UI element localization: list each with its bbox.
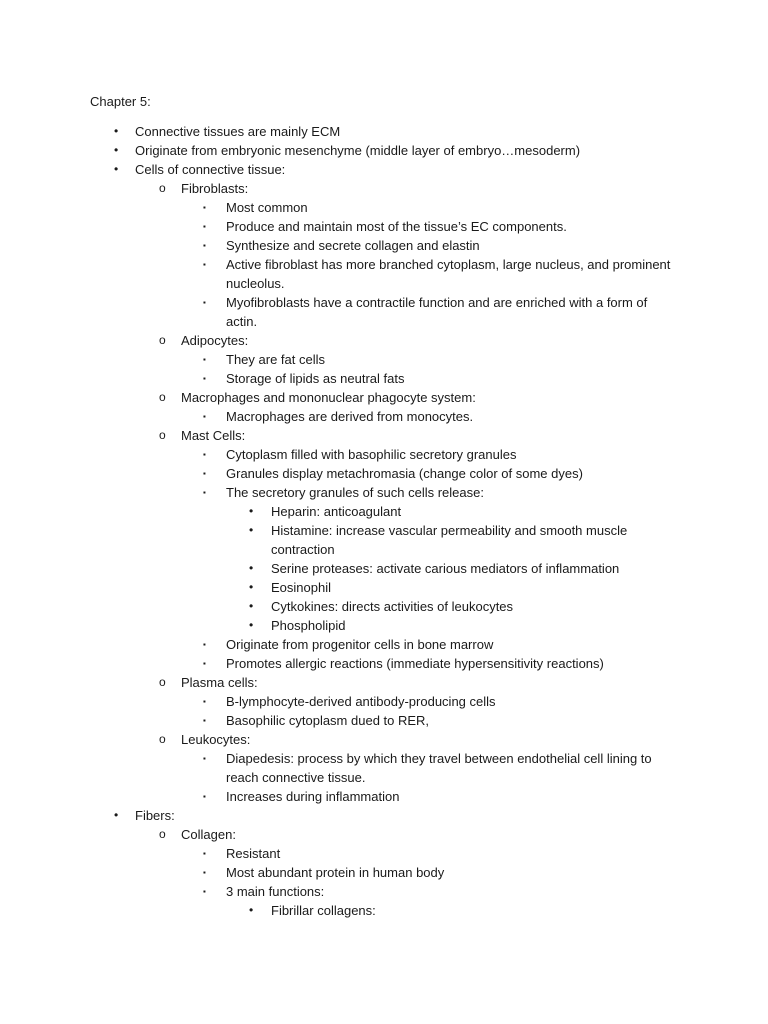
bullet-icon: o <box>159 675 166 689</box>
bullet-icon: o <box>159 181 166 195</box>
list-item <box>0 179 768 198</box>
bullet-icon: o <box>159 827 166 841</box>
list-item-text: Diapedesis: process by which they travel between endothelial cell lining to reach connective tissue. <box>226 751 652 785</box>
list-item <box>0 730 768 749</box>
bullet-icon: • <box>114 162 119 176</box>
bullet-icon: • <box>249 504 254 518</box>
bullet-icon: ▪ <box>203 374 206 383</box>
bullet-icon: ▪ <box>203 298 206 307</box>
list-item-text: Leukocytes: <box>181 732 251 747</box>
list-item-text: Cells of connective tissue: <box>135 162 286 177</box>
list-item-text: Granules display metachromasia (change color of some dyes) <box>226 466 583 481</box>
list-item <box>0 521 768 559</box>
list-item-text: Plasma cells: <box>181 675 258 690</box>
bullet-icon: ▪ <box>203 887 206 896</box>
list-item-text: Fibrillar collagens: <box>271 903 376 918</box>
list-item-text: Synthesize and secrete collagen and elastin <box>226 238 480 253</box>
list-item-text: The secretory granules of such cells release: <box>226 485 484 500</box>
list-item <box>0 217 768 236</box>
list-item-text: Eosinophil <box>271 580 331 595</box>
bullet-icon: ▪ <box>203 412 206 421</box>
bullet-icon: • <box>249 618 254 632</box>
list-item-text: Active fibroblast has more branched cytoplasm, large nucleus, and prominent nucleolus. <box>226 257 671 291</box>
bullet-icon: o <box>159 732 166 746</box>
list-item-text: Connective tissues are mainly ECM <box>135 124 341 139</box>
bullet-icon: • <box>114 808 119 822</box>
list-item-text: Heparin: anticoagulant <box>271 504 402 519</box>
list-item <box>0 502 768 521</box>
list-item <box>0 654 768 673</box>
list-item-text: Basophilic cytoplasm dued to RER, <box>226 713 430 728</box>
list-item-text: Most abundant protein in human body <box>226 865 445 880</box>
list-item <box>0 882 768 901</box>
bullet-icon: ▪ <box>203 716 206 725</box>
list-item <box>0 445 768 464</box>
bullet-icon: ▪ <box>203 260 206 269</box>
list-item <box>0 711 768 730</box>
list-item-text: Macrophages and mononuclear phagocyte system: <box>181 390 476 405</box>
bullet-icon: ▪ <box>203 450 206 459</box>
list-item <box>0 160 768 179</box>
list-item-text: B-lymphocyte-derived antibody-producing cells <box>226 694 496 709</box>
list-item-text: Increases during inflammation <box>226 789 400 804</box>
bullet-icon: • <box>249 561 254 575</box>
bullet-icon: ▪ <box>203 241 206 250</box>
list-item <box>0 293 768 331</box>
list-item-text: Adipocytes: <box>181 333 249 348</box>
list-item <box>0 673 768 692</box>
list-item <box>0 597 768 616</box>
list-item-text: Cytkokines: directs activities of leukocytes <box>271 599 514 614</box>
list-item-text: Histamine: increase vascular permeability and smooth muscle contraction <box>271 523 628 557</box>
list-item-text: They are fat cells <box>226 352 325 367</box>
list-item-text: Originate from progenitor cells in bone marrow <box>226 637 494 652</box>
list-item <box>0 863 768 882</box>
list-item-text: Resistant <box>226 846 281 861</box>
list-item <box>0 749 768 787</box>
list-item-text: Fibers: <box>135 808 175 823</box>
list-item <box>0 236 768 255</box>
list-item <box>0 407 768 426</box>
list-item-text: Fibroblasts: <box>181 181 249 196</box>
bullet-icon: • <box>249 903 254 917</box>
list-item-text: Collagen: <box>181 827 236 842</box>
bullet-icon: ▪ <box>203 849 206 858</box>
bullet-icon: ▪ <box>203 754 206 763</box>
bullet-icon: ▪ <box>203 792 206 801</box>
bullet-icon: • <box>114 143 119 157</box>
list-item-text: Most common <box>226 200 308 215</box>
bullet-icon: ▪ <box>203 868 206 877</box>
list-item-text: Serine proteases: activate carious mediators of inflammation <box>271 561 620 576</box>
bullet-icon: • <box>249 523 254 537</box>
bullet-icon: ▪ <box>203 659 206 668</box>
list-item <box>0 806 768 825</box>
list-item-text: Storage of lipids as neutral fats <box>226 371 405 386</box>
bullet-icon: ▪ <box>203 488 206 497</box>
list-item-text: Originate from embryonic mesenchyme (middle layer of embryo…mesoderm) <box>135 143 581 158</box>
list-item <box>0 464 768 483</box>
list-item <box>0 616 768 635</box>
list-item <box>0 635 768 654</box>
chapter-heading: Chapter 5: <box>90 94 151 109</box>
list-item-text: Mast Cells: <box>181 428 246 443</box>
bullet-icon: • <box>249 580 254 594</box>
bullet-icon: o <box>159 390 166 404</box>
bullet-icon: • <box>114 124 119 138</box>
bullet-icon: o <box>159 333 166 347</box>
list-item-text: Phospholipid <box>271 618 346 633</box>
list-item-text: Myofibroblasts have a contractile function and are enriched with a form of actin. <box>226 295 648 329</box>
bullet-icon: ▪ <box>203 469 206 478</box>
list-item <box>0 901 768 920</box>
list-item-text: Cytoplasm filled with basophilic secretory granules <box>226 447 517 462</box>
list-item <box>0 787 768 806</box>
list-item <box>0 369 768 388</box>
list-item-text: Macrophages are derived from monocytes. <box>226 409 474 424</box>
bullet-icon: ▪ <box>203 697 206 706</box>
list-item <box>0 388 768 407</box>
list-item-text: Promotes allergic reactions (immediate hypersensitivity reactions) <box>226 656 604 671</box>
list-item <box>0 483 768 502</box>
bullet-icon: • <box>249 599 254 613</box>
list-item <box>0 825 768 844</box>
list-item <box>0 350 768 369</box>
list-item <box>0 122 768 141</box>
list-item-text: 3 main functions: <box>226 884 325 899</box>
list-item <box>0 426 768 445</box>
list-item <box>0 692 768 711</box>
bullet-icon: ▪ <box>203 640 206 649</box>
bullet-icon: ▪ <box>203 203 206 212</box>
bullet-icon: ▪ <box>203 222 206 231</box>
list-item <box>0 844 768 863</box>
bullet-icon: o <box>159 428 166 442</box>
list-item <box>0 559 768 578</box>
list-item <box>0 331 768 350</box>
notes-outline <box>0 122 768 920</box>
list-item <box>0 198 768 217</box>
list-item-text: Produce and maintain most of the tissue’s EC components. <box>226 219 567 234</box>
list-item <box>0 255 768 293</box>
list-item <box>0 578 768 597</box>
list-item <box>0 141 768 160</box>
bullet-icon: ▪ <box>203 355 206 364</box>
